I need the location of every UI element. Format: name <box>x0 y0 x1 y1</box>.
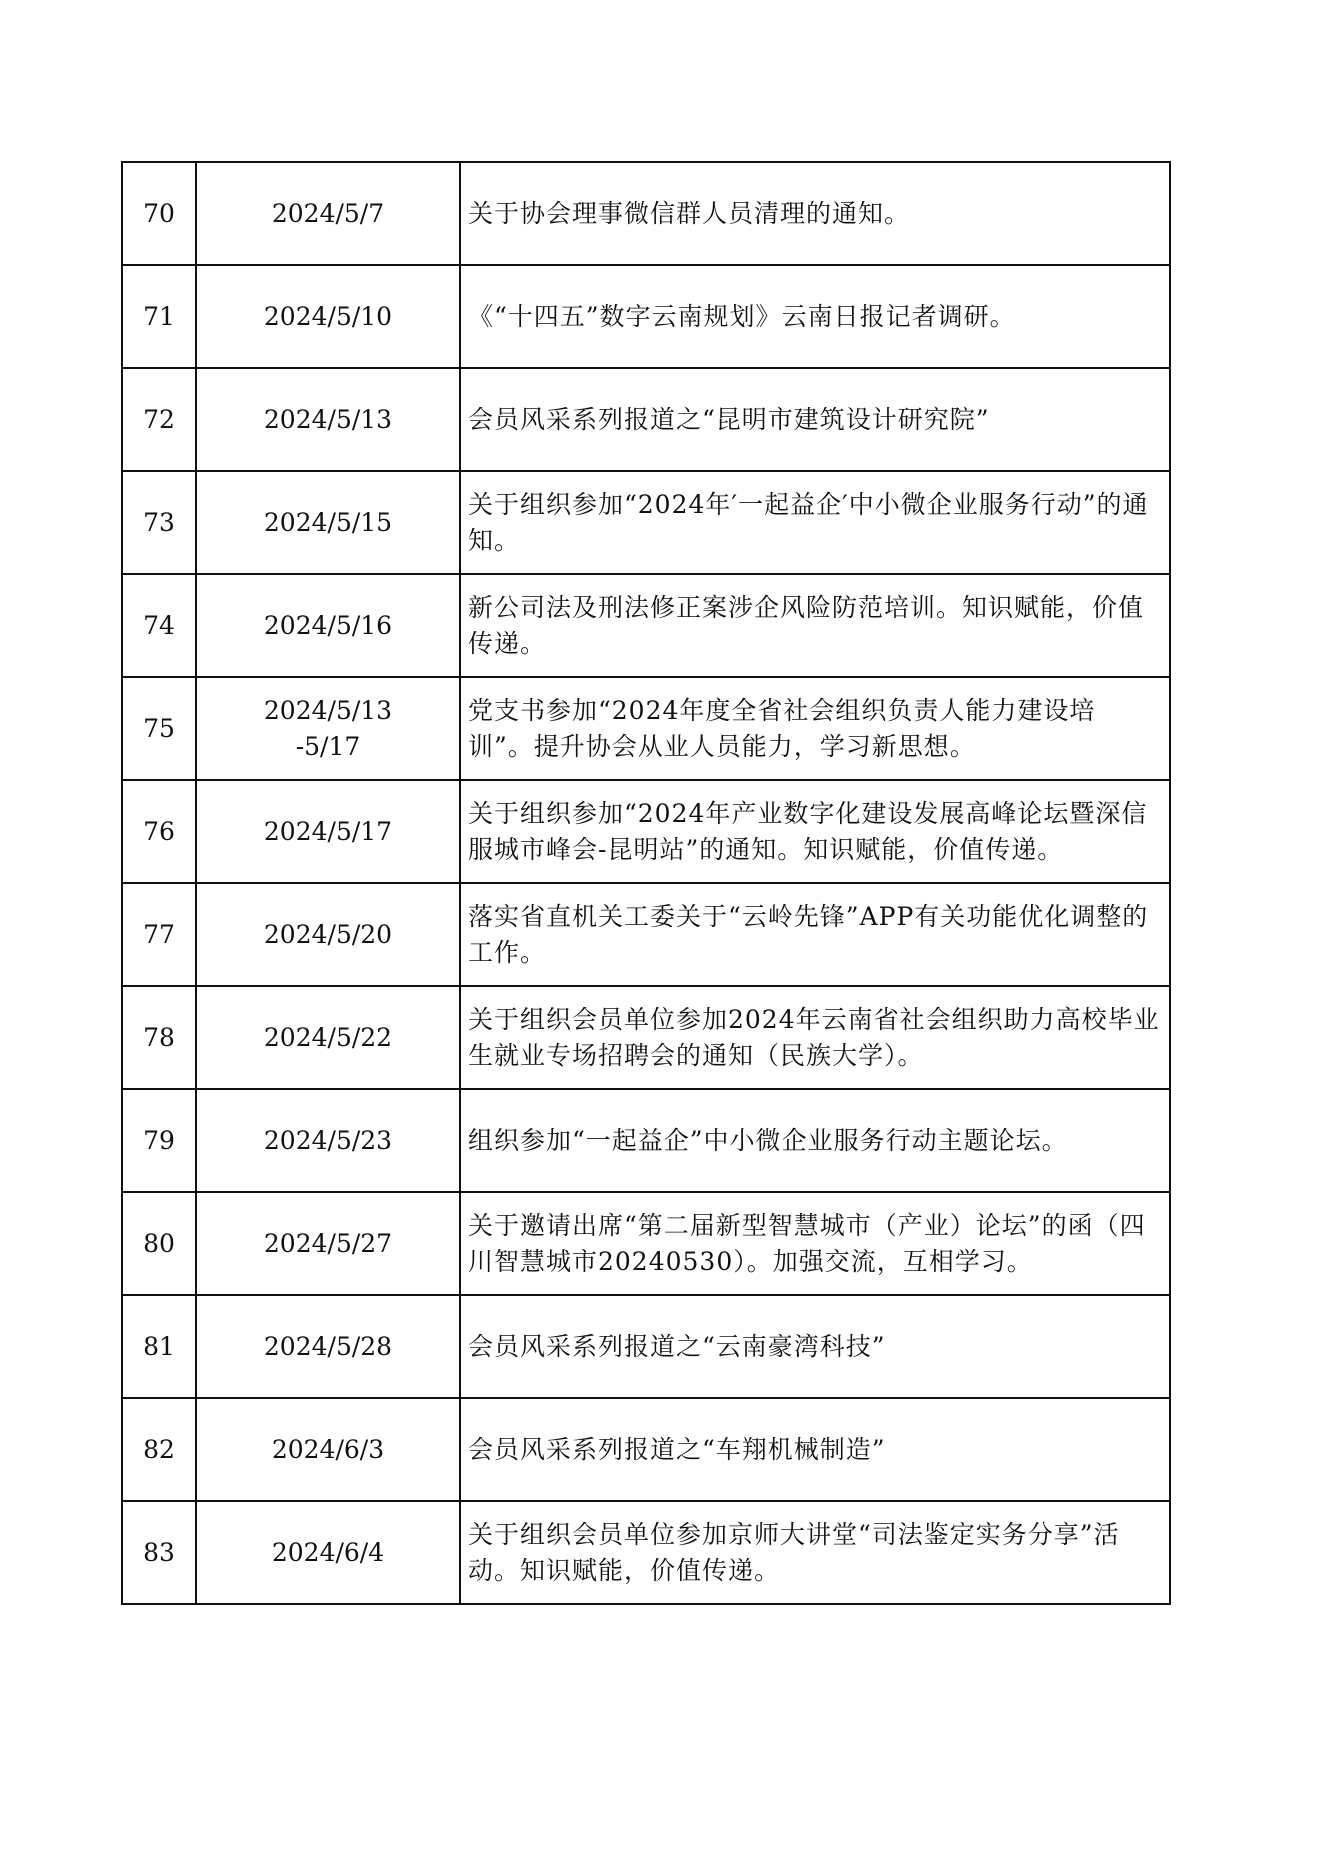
date-text: 2024/5/16 <box>263 610 393 640</box>
date-cell <box>196 1398 460 1501</box>
date-cell <box>196 1501 460 1604</box>
content-cell: 会员风采系列报道之“云南豪湾科技” <box>460 1295 1170 1398</box>
content-cell: 关于组织会员单位参加2024年云南省社会组织助力高校毕业生就业专场招聘会的通知（民族大学）。 <box>460 986 1170 1089</box>
row-number-cell: 79 <box>122 1089 196 1192</box>
date-text: 2024/6/3 <box>271 1434 385 1464</box>
date-text: 2024/6/4 <box>271 1537 385 1567</box>
content-cell: 关于组织会员单位参加京师大讲堂“司法鉴定实务分享”活动。知识赋能，价值传递。 <box>460 1501 1170 1604</box>
row-number-cell: 81 <box>122 1295 196 1398</box>
table-row <box>122 162 1170 265</box>
table-row <box>122 883 1170 986</box>
date-cell <box>196 677 460 780</box>
date-cell <box>196 1192 460 1295</box>
date-cell <box>196 574 460 677</box>
table-row <box>122 1398 1170 1501</box>
date-text: 2024/5/28 <box>263 1331 393 1361</box>
table-row <box>122 368 1170 471</box>
date-cell <box>196 162 460 265</box>
date-text: 2024/5/23 <box>263 1125 393 1155</box>
date-cell <box>196 368 460 471</box>
row-number-cell: 80 <box>122 1192 196 1295</box>
content-cell: 关于协会理事微信群人员清理的通知。 <box>460 162 1170 265</box>
date-text: 2024/5/22 <box>263 1022 393 1052</box>
date-text: 2024/5/7 <box>271 198 385 228</box>
date-cell <box>196 986 460 1089</box>
content-cell: 党支书参加“2024年度全省社会组织负责人能力建设培训”。提升协会从业人员能力，学习新思想。 <box>460 677 1170 780</box>
row-number-cell: 71 <box>122 265 196 368</box>
content-cell: 新公司法及刑法修正案涉企风险防范培训。知识赋能，价值传递。 <box>460 574 1170 677</box>
row-number-cell: 76 <box>122 780 196 883</box>
row-number-cell: 77 <box>122 883 196 986</box>
row-number-cell: 75 <box>122 677 196 780</box>
row-number-cell: 82 <box>122 1398 196 1501</box>
row-number-cell: 73 <box>122 471 196 574</box>
row-number-cell: 74 <box>122 574 196 677</box>
date-cell <box>196 1295 460 1398</box>
date-cell <box>196 471 460 574</box>
table-row <box>122 1192 1170 1295</box>
date-text: -5/17 <box>295 731 361 761</box>
content-cell: 会员风采系列报道之“车翔机械制造” <box>460 1398 1170 1501</box>
date-text: 2024/5/15 <box>263 507 393 537</box>
content-cell: 落实省直机关工委关于“云岭先锋”APP有关功能优化调整的工作。 <box>460 883 1170 986</box>
date-text: 2024/5/17 <box>263 816 393 846</box>
content-cell: 会员风采系列报道之“昆明市建筑设计研究院” <box>460 368 1170 471</box>
content-cell: 关于组织参加“2024年′一起益企′中小微企业服务行动”的通知。 <box>460 471 1170 574</box>
table-row <box>122 265 1170 368</box>
table-row <box>122 1089 1170 1192</box>
row-number-cell: 78 <box>122 986 196 1089</box>
table-row <box>122 1295 1170 1398</box>
content-cell: 组织参加“一起益企”中小微企业服务行动主题论坛。 <box>460 1089 1170 1192</box>
row-number-cell: 72 <box>122 368 196 471</box>
date-text: 2024/5/10 <box>263 301 393 331</box>
date-text: 2024/5/20 <box>263 919 393 949</box>
row-number-cell: 70 <box>122 162 196 265</box>
date-text: 2024/5/27 <box>263 1228 393 1258</box>
table-body <box>122 162 1170 1604</box>
table-row <box>122 677 1170 780</box>
activity-table <box>121 161 1171 1605</box>
table-row <box>122 574 1170 677</box>
date-cell <box>196 1089 460 1192</box>
content-cell: 《“十四五”数字云南规划》云南日报记者调研。 <box>460 265 1170 368</box>
date-cell <box>196 265 460 368</box>
date-cell <box>196 780 460 883</box>
date-text: 2024/5/13 <box>263 695 393 725</box>
row-number-cell: 83 <box>122 1501 196 1604</box>
content-cell: 关于组织参加“2024年产业数字化建设发展高峰论坛暨深信服城市峰会-昆明站”的通知。知识赋能，价值传递。 <box>460 780 1170 883</box>
date-cell <box>196 883 460 986</box>
table-row <box>122 780 1170 883</box>
table-row <box>122 471 1170 574</box>
table-row <box>122 986 1170 1089</box>
table-row <box>122 1501 1170 1604</box>
date-text: 2024/5/13 <box>263 404 393 434</box>
content-cell: 关于邀请出席“第二届新型智慧城市（产业）论坛”的函（四川智慧城市20240530）。加强交流，互相学习。 <box>460 1192 1170 1295</box>
